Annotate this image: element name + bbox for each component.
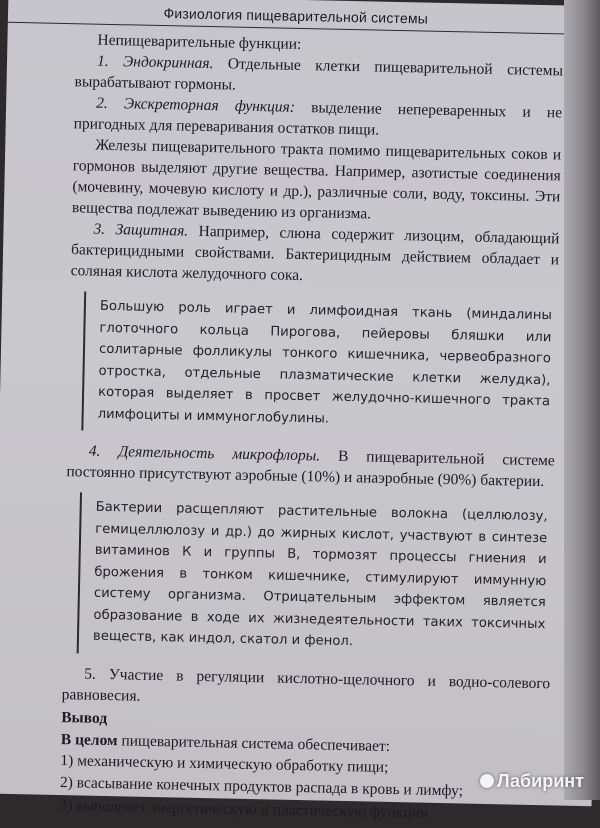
glands-paragraph: Железы пищеварительного тракта помимо пищеварительных соков и гормонов выделяют другие вещества. Например, азотистые соединения (мочевину, мочевую кислоту и др.), различные соли, воду, токсины. Эти вещества подлежат выведению из организма. (71, 136, 562, 223)
running-header-title: Физиология пищеварительной системы (163, 5, 429, 27)
item-endocrine-label: 1. Эндокринная. (96, 52, 214, 73)
item-microflora-label: 4. Деятельность микрофлоры. (88, 442, 321, 465)
callout-lymphoid: Большую роль играет и лимфоидная ткань (миндалины глоточного кольца Пирогова, пейеровы бляшки или солитарные фолликулы тонкого кишечника, червеобразного отростка, отдельные плазматические клетки желудка), которая выделяет в просвет желудочно-кишечного тракта лимфоциты и иммуноглобулины. (81, 291, 558, 440)
conclusion-heading: Вывод (61, 708, 108, 727)
book-spine-shadow (564, 0, 600, 800)
item-regulation: 5. Участие в регуляции кислотно-щелочного и водно-солевого равновесия. (61, 665, 551, 705)
conclusion-list (59, 750, 548, 828)
callout-bacteria: Бактерии расщепляют растительные волокна (целлюлозу, гемицеллюлозу и др.) до жирных кислот, участвуют в синтезе витаминов К и группы В, тормозят процессы гниения и брожения в тонком кишечнике, стимулируют иммунную систему организма. Отрицательным эффектом является образование в ходе их жизнедеятельности таких токсичных веществ, как индол, скатол и фенол. (77, 492, 554, 662)
item-endocrine-text: Отдельные клетки пищеварительной системы вырабатывают гормоны. (74, 55, 564, 94)
watermark-text: Лабиринт (496, 771, 584, 791)
list-item: 1) механическую и химическую обработку пищи; (60, 751, 389, 776)
watermark (480, 771, 584, 792)
item-microflora (66, 440, 555, 492)
intro-line: Непищеварительные функции: (97, 31, 302, 53)
item-protective-text: Например, слюна содержит лизоцим, обладающий бактерицидными свойствами. Бактерицидным действием обладает и соляная кислота желудочного сока. (70, 222, 560, 285)
list-item: 2) всасывание конечных продуктов распада в кровь и лимфу; (59, 774, 464, 800)
item-excretory-text: выделение непереваренных и не пригодных для переваривания остатков пищи. (73, 98, 563, 139)
labirint-logo-icon (480, 774, 494, 788)
page-body (59, 29, 563, 827)
conclusion-text: пищеварительная система обеспечивает: (117, 731, 391, 755)
item-excretory-label: 2. Экскреторная функция: (95, 94, 296, 116)
item-microflora-text: В пищеварительной системе постоянно присутствуют аэробные (10%) и анаэробные (90%) бактерии. (66, 447, 555, 491)
item-protective (70, 218, 559, 291)
list-item: 3) выполняет энергетическую и пластическую функции (59, 796, 429, 822)
item-protective-label: 3. Защитная. (93, 220, 189, 240)
conclusion-bold: В целом (60, 730, 118, 749)
